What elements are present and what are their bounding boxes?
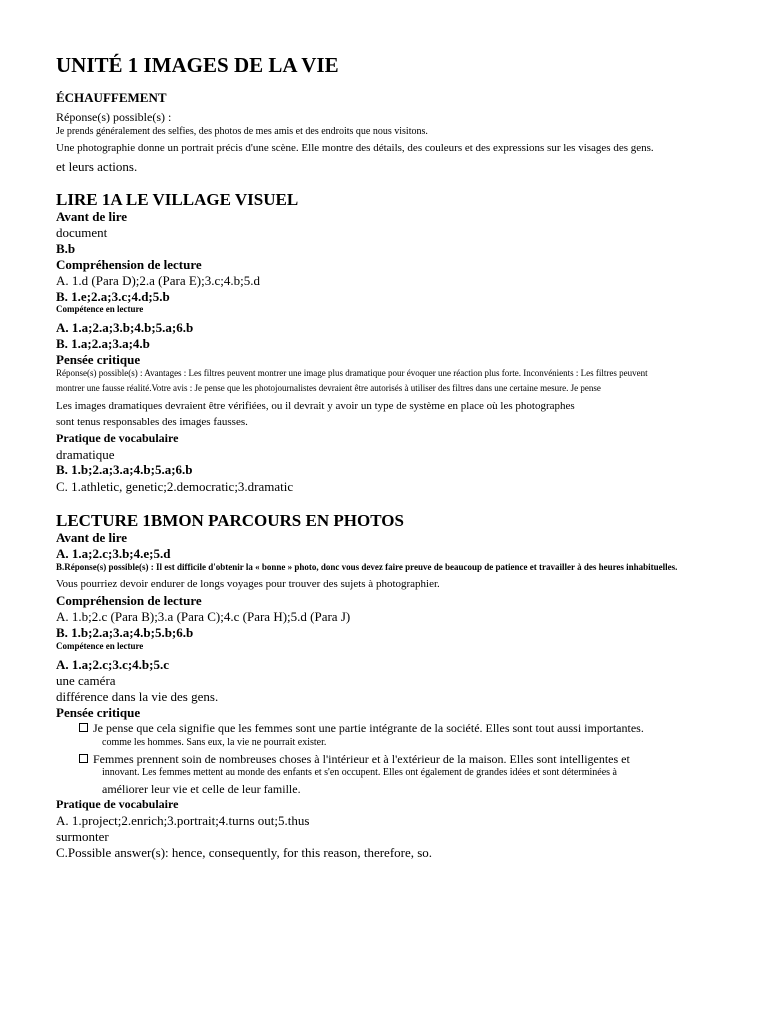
lecture1b-vocab-c: C.Possible answer(s): hence, consequently, for this reason, therefore, so.	[56, 845, 433, 860]
lire1a-pensee-label: Pensée critique	[56, 352, 141, 367]
lire1a-vocab-c: C. 1.athletic, genetic;2.democratic;3.dramatic	[56, 479, 294, 494]
lecture1b-compet-a: A. 1.a;2.c;3.c;4.b;5.c	[56, 657, 169, 672]
lire1a-heading: LIRE 1A LE VILLAGE VISUEL	[56, 190, 299, 209]
lire1a-pensee-line-1: Réponse(s) possible(s) : Avantages : Les filtres peuvent montrer une image plus dramatique pour évoquer une réaction plus forte. Inconvénients : Les filtres peuvent	[56, 368, 648, 378]
lire1a-avant-label: Avant de lire	[56, 209, 128, 224]
echauffement-heading: ÉCHAUFFEMENT	[56, 90, 167, 105]
lire1a-comp-b: B. 1.e;2.a;3.c;4.d;5.b	[56, 289, 170, 304]
lecture1b-comp-a: A. 1.b;2.c (Para B);3.a (Para C);4.c (Para H);5.d (Para J)	[56, 609, 351, 624]
lire1a-vocab-label: Pratique de vocabulaire	[56, 431, 179, 445]
lecture1b-comp-b: B. 1.b;2.a;3.a;4.b;5.b;6.b	[56, 625, 194, 640]
lecture1b-bullet-1-line-1: Je pense que cela signifie que les femmes sont une partie intégrante de la société. Elles sont tout aussi importantes.	[93, 721, 644, 735]
lecture1b-avant-label: Avant de lire	[56, 530, 128, 545]
lire1a-b-answer: B.b	[56, 241, 76, 256]
lecture1b-compet-line-2: différence dans la vie des gens.	[56, 689, 219, 704]
lecture1b-bullet-2-line-2: innovant. Les femmes mettent au monde des enfants et s'en occupent. Elles ont également de grandes idées et sont déterminées à	[102, 767, 617, 778]
lire1a-competence-label: Compétence en lecture	[56, 304, 144, 314]
lecture1b-compet-line-1: une caméra	[56, 673, 116, 688]
echauffement-label: Réponse(s) possible(s) :	[56, 110, 172, 124]
echauffement-line-1: Je prends généralement des selfies, des photos de mes amis et des endroits que nous visitons.	[56, 126, 428, 137]
bullet-box-icon	[79, 754, 88, 763]
lire1a-pensee-line-2: montrer une fausse réalité.Votre avis : Je pense que les photojournalistes devraient être autorisés à utiliser des filtres dans une certaine mesure. Je pense	[56, 383, 601, 393]
page-title: UNITÉ 1 IMAGES DE LA VIE	[56, 53, 339, 77]
bullet-box-icon	[79, 723, 88, 732]
lire1a-compet-a: A. 1.a;2.a;3.b;4.b;5.a;6.b	[56, 320, 194, 335]
lire1a-pensee-line-3: Les images dramatiques devraient être vérifiées, ou il devrait y avoir un type de système en place où les photographes	[56, 400, 575, 412]
lecture1b-bullet-2-line-1: Femmes prennent soin de nombreuses choses à l'intérieur et à l'extérieur de la maison. Elles sont intelligentes et	[93, 752, 630, 766]
lire1a-avant-answer: document	[56, 225, 108, 240]
lecture1b-competence-label: Compétence en lecture	[56, 641, 144, 651]
lire1a-vocab-answer: dramatique	[56, 447, 115, 462]
echauffement-line-3: et leurs actions.	[56, 159, 138, 174]
lecture1b-vocab-a: A. 1.project;2.enrich;3.portrait;4.turns out;5.thus	[56, 813, 310, 828]
lire1a-comprehension-label: Compréhension de lecture	[56, 257, 202, 272]
lecture1b-bullet-2-line-3: améliorer leur vie et celle de leur famille.	[102, 782, 301, 796]
lecture1b-comprehension-label: Compréhension de lecture	[56, 593, 202, 608]
lire1a-compet-b: B. 1.a;2.a;3.a;4.b	[56, 336, 150, 351]
lecture1b-avant-b-line-2: Vous pourriez devoir endurer de longs voyages pour trouver des sujets à photographier.	[56, 578, 440, 590]
lire1a-vocab-b: B. 1.b;2.a;3.a;4.b;5.a;6.b	[56, 462, 193, 477]
lire1a-pensee-line-4: sont tenus responsables des images fausses.	[56, 416, 248, 428]
lecture1b-vocab-label: Pratique de vocabulaire	[56, 797, 179, 811]
lecture1b-avant-b-line-1: B.Réponse(s) possible(s) : Il est difficile d'obtenir la « bonne » photo, donc vous devez faire preuve de beaucoup de patience et travailler à des heures inhabituelles.	[56, 562, 678, 572]
lecture1b-vocab-word: surmonter	[56, 829, 109, 844]
lecture1b-avant-a: A. 1.a;2.c;3.b;4.e;5.d	[56, 546, 171, 561]
lecture1b-heading: LECTURE 1BMON PARCOURS EN PHOTOS	[56, 511, 404, 530]
lecture1b-bullet-1-line-2: comme les hommes. Sans eux, la vie ne pourrait exister.	[102, 737, 327, 748]
lire1a-comp-a: A. 1.d (Para D);2.a (Para E);3.c;4.b;5.d	[56, 273, 260, 288]
echauffement-line-2: Une photographie donne un portrait précis d'une scène. Elle montre des détails, des couleurs et des expressions sur les visages des gens.	[56, 142, 654, 154]
lecture1b-pensee-label: Pensée critique	[56, 705, 141, 720]
